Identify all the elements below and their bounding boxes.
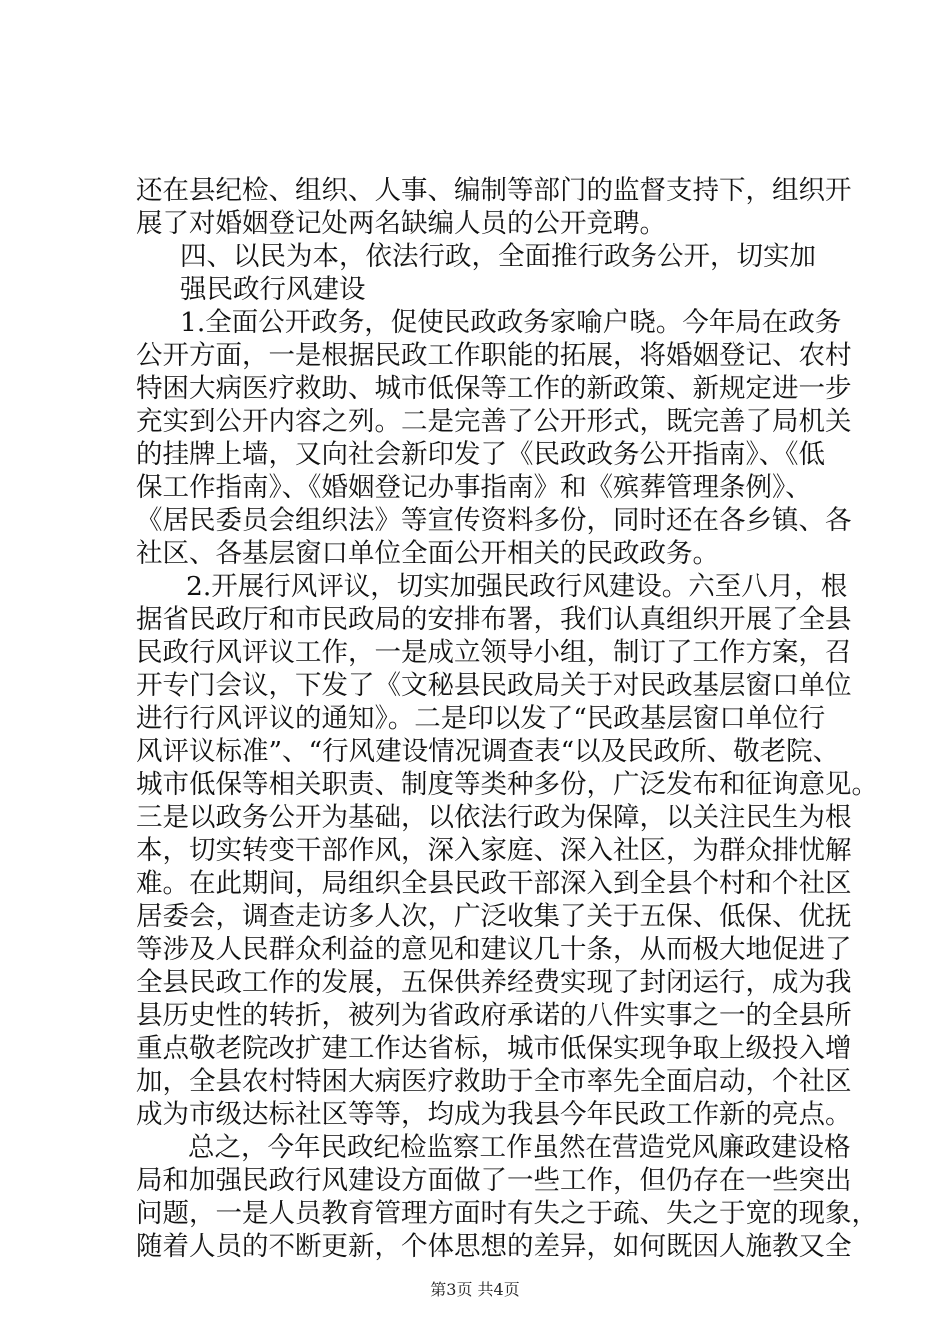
text-line: 等涉及人民群众利益的意见和建议几十条，从而极大地促进了 (136, 934, 852, 965)
text-line: 城市低保等相关职责、制度等类种多份，广泛发布和征询意见。 (136, 769, 878, 800)
text-line: 1.全面公开政务，促使民政政务家喻户晓。今年局在政务 (180, 307, 842, 338)
text-line: 特困大病医疗救助、城市低保等工作的新政策、新规定进一步 (136, 373, 852, 404)
section-heading: 四、以民为本，依法行政，全面推行政务公开，切实加 (180, 241, 816, 272)
text-line: 居委会，调查走访多人次，广泛收集了关于五保、低保、优抚 (136, 901, 852, 932)
text-line: 还在县纪检、组织、人事、编制等部门的监督支持下，组织开 (136, 175, 852, 206)
text-line: 重点敬老院改扩建工作达省标，城市低保实现争取上级投入增 (136, 1033, 852, 1064)
text-line: 的挂牌上墙，又向社会新印发了《民政政务公开指南》、《低 (136, 439, 825, 470)
page-number-footer: 第3页 共4页 (430, 1280, 520, 1299)
text-line: 充实到公开内容之列。二是完善了公开形式，既完善了局机关 (136, 406, 852, 437)
text-line: 开专门会议，下发了《文秘县民政局关于对民政基层窗口单位 (136, 670, 852, 701)
text-line: 成为市级达标社区等等，均成为我县今年民政工作新的亮点。 (136, 1099, 852, 1130)
text-line: 加，全县农村特困大病医疗救助于全市率先全面启动，个社区 (136, 1066, 852, 1097)
text-line: 民政行风评议工作，一是成立领导小组，制订了工作方案，召 (136, 637, 852, 668)
text-line: 据省民政厅和市民政局的安排布署，我们认真组织开展了全县 (136, 604, 852, 635)
text-line: 问题，一是人员教育管理方面时有失之于疏、失之于宽的现象， (136, 1198, 878, 1229)
text-line: 《居民委员会组织法》等宣传资料多份，同时还在各乡镇、各 (136, 505, 852, 536)
text-line: 全县民政工作的发展，五保供养经费实现了封闭运行，成为我 (136, 967, 852, 998)
text-line: 进行行风评议的通知》。二是印以发了“民政基层窗口单位行 (136, 703, 826, 734)
text-line: 2.开展行风评议，切实加强民政行风建设。六至八月，根 (186, 571, 848, 602)
text-line: 总之，今年民政纪检监察工作虽然在营造党风廉政建设格 (188, 1132, 851, 1163)
text-line: 随着人员的不断更新，个体思想的差异，如何既因人施教又全 (136, 1231, 852, 1262)
text-line: 保工作指南》、《婚姻登记办事指南》和《殡葬管理条例》、 (136, 472, 812, 503)
section-heading: 强民政行风建设 (180, 274, 366, 305)
text-line: 本，切实转变干部作风，深入家庭、深入社区，为群众排忧解 (136, 835, 852, 866)
text-line: 风评议标准”、“行风建设情况调查表“以及民政所、敬老院、 (136, 736, 840, 767)
text-line: 难。在此期间，局组织全县民政干部深入到全县个村和个社区 (136, 868, 852, 899)
text-line: 展了对婚姻登记处两名缺编人员的公开竞聘。 (136, 208, 666, 239)
text-line: 局和加强民政行风建设方面做了一些工作，但仍存在一些突出 (136, 1165, 852, 1196)
text-line: 公开方面，一是根据民政工作职能的拓展，将婚姻登记、农村 (136, 340, 852, 371)
text-line: 县历史性的转折，被列为省政府承诺的八件实事之一的全县所 (136, 1000, 852, 1031)
text-line: 社区、各基层窗口单位全面公开相关的民政政务。 (136, 538, 719, 569)
text-line: 三是以政务公开为基础，以依法行政为保障，以关注民生为根 (136, 802, 852, 833)
